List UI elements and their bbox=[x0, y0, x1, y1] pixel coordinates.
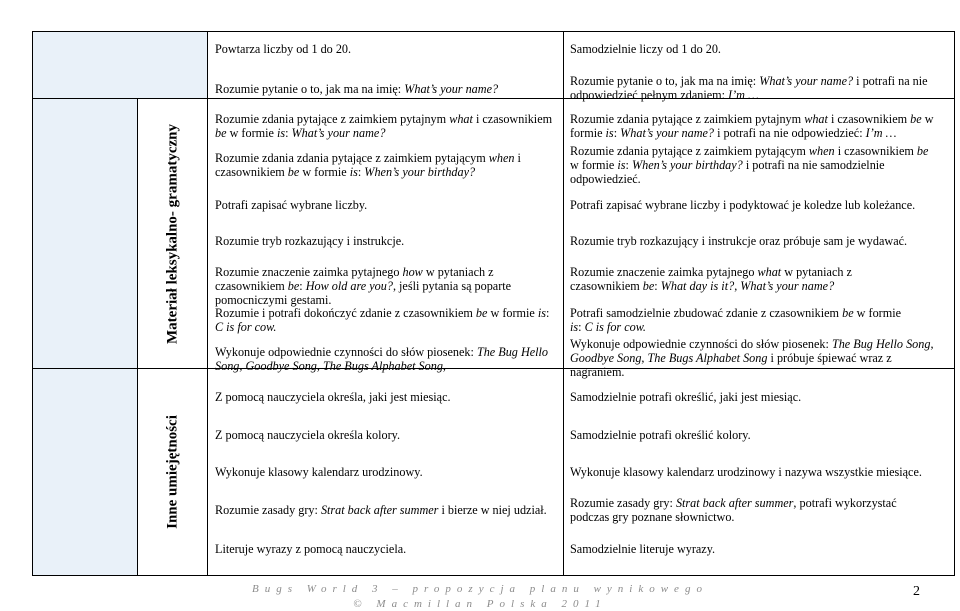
t: I’m … bbox=[865, 126, 897, 140]
t: be bbox=[475, 306, 488, 320]
t: what bbox=[804, 112, 828, 126]
r9-left bbox=[215, 345, 560, 373]
t: w formie bbox=[487, 306, 538, 320]
t: Rozumie pytanie o to, jak ma na imię: bbox=[570, 74, 760, 88]
r8-right bbox=[570, 306, 915, 334]
r10-right: Samodzielnie potrafi określić, jaki jest miesiąc. bbox=[570, 390, 802, 404]
t: is bbox=[570, 320, 579, 334]
t: i próbuje śpiewać wraz z nagraniem. bbox=[570, 351, 892, 379]
t: Rozumie znaczenie zaimka pytajnego bbox=[215, 265, 403, 279]
t: : bbox=[299, 279, 306, 293]
t: Rozumie i potrafi dokończyć zdanie z czasownikiem bbox=[215, 306, 476, 320]
t: The Bug Hello Song, Goodbye Song, The Bugs Alphabet Song bbox=[570, 337, 934, 365]
r10-left: Z pomocą nauczyciela określa, jaki jest miesiąc. bbox=[215, 390, 451, 404]
t: C is for cow. bbox=[584, 320, 646, 334]
r2-left bbox=[215, 82, 560, 96]
t: w formie bbox=[226, 126, 277, 140]
t: when bbox=[808, 144, 835, 158]
r13-left bbox=[215, 503, 560, 517]
section-other-label: Inne umiejętności bbox=[164, 415, 180, 529]
t: I’m … bbox=[728, 88, 759, 102]
section-material bbox=[138, 99, 208, 369]
t: Rozumie zdania pytające z zaimkiem pytajnym bbox=[215, 112, 450, 126]
r4-right bbox=[570, 144, 930, 186]
t: be bbox=[642, 279, 655, 293]
t: Wykonuje odpowiednie czynności do słów piosenek: bbox=[215, 345, 477, 359]
r6-right: Rozumie tryb rozkazujący i instrukcje oraz próbuje sam je wydawać. bbox=[570, 234, 908, 248]
r7-left bbox=[215, 265, 560, 307]
t: : bbox=[285, 126, 292, 140]
t: i czasownikiem bbox=[472, 112, 553, 126]
t: , jeśli pytania są poparte pomocniczymi gestami. bbox=[215, 279, 512, 307]
t: Wykonuje odpowiednie czynności do słów piosenek: bbox=[570, 337, 832, 351]
t: is bbox=[537, 306, 547, 320]
t: What day is it? bbox=[660, 279, 735, 293]
section-other bbox=[138, 369, 208, 576]
r11-right: Samodzielnie potrafi określić kolory. bbox=[570, 428, 751, 442]
t: is bbox=[349, 165, 358, 179]
t: is bbox=[605, 126, 614, 140]
t: When’s your birthday? bbox=[364, 165, 476, 179]
t: i potrafi na nie odpowiedzieć pełnym zdaniem: bbox=[570, 74, 928, 102]
t: What’s your name? bbox=[620, 126, 715, 140]
t: i potrafi na nie samodzielnie odpowiedzieć. bbox=[570, 158, 885, 186]
r2-right bbox=[570, 74, 945, 102]
t: Rozumie zasady gry: bbox=[215, 503, 321, 517]
r14-left: Literuje wyrazy z pomocą nauczyciela. bbox=[215, 542, 407, 556]
footer-title: Bugs World 3 – propozycja planu wynikowego bbox=[252, 583, 708, 595]
t: i czasownikiem bbox=[827, 112, 911, 126]
lead-cell-1 bbox=[33, 99, 138, 369]
r14-right: Samodzielnie literuje wyrazy. bbox=[570, 542, 716, 556]
t: be bbox=[842, 306, 854, 320]
r3-right bbox=[570, 112, 945, 140]
right-column bbox=[570, 0, 950, 611]
r2-left-em: What’s your name? bbox=[404, 82, 499, 96]
t: is bbox=[617, 158, 626, 172]
t: , potrafi wykorzystać podczas gry poznane słownictwo. bbox=[570, 496, 897, 524]
t: Potrafi samodzielnie zbudować zdanie z czasownikiem bbox=[570, 306, 843, 320]
t: , bbox=[734, 279, 741, 293]
t: What’s your name? bbox=[759, 74, 854, 88]
t: What’s your name? bbox=[740, 279, 835, 293]
t: Rozumie zdania pytające z zaimkiem pytającym bbox=[570, 144, 809, 158]
t: w formie bbox=[570, 158, 618, 172]
t: i czasownikiem bbox=[215, 151, 521, 179]
r8-left bbox=[215, 306, 560, 334]
t: is bbox=[276, 126, 286, 140]
r5-left: Potrafi zapisać wybrane liczby. bbox=[215, 198, 368, 212]
section-material-label: Materiał leksykalno- gramatyczny bbox=[164, 123, 180, 344]
t: be bbox=[916, 144, 929, 158]
r1-left: Powtarza liczby od 1 do 20. bbox=[215, 42, 352, 56]
t: How old are you? bbox=[305, 279, 393, 293]
t: i czasownikiem bbox=[834, 144, 917, 158]
t: Strat back after summer bbox=[320, 503, 439, 517]
r9-right bbox=[570, 337, 945, 379]
t: be bbox=[215, 126, 227, 140]
t: What’s your name? bbox=[291, 126, 386, 140]
t: i bierze w niej udział. bbox=[438, 503, 547, 517]
t: how bbox=[402, 265, 423, 279]
t: be bbox=[910, 112, 922, 126]
t: be bbox=[287, 165, 300, 179]
t: w formie bbox=[853, 306, 901, 320]
r6-left: Rozumie tryb rozkazujący i instrukcje. bbox=[215, 234, 405, 248]
t: Rozumie znaczenie zaimka pytajnego bbox=[570, 265, 758, 279]
t: what bbox=[757, 265, 782, 279]
t: w pytaniach z czasownikiem bbox=[215, 265, 494, 293]
t: : bbox=[546, 306, 550, 320]
t: Rozumie zdania pytające z zaimkiem pytajnym bbox=[570, 112, 805, 126]
r4-left bbox=[215, 151, 545, 179]
t: : bbox=[578, 320, 585, 334]
t: : bbox=[625, 158, 632, 172]
t: i potrafi na nie odpowiedzieć: bbox=[714, 126, 866, 140]
t: be bbox=[287, 279, 300, 293]
header-empty-cell bbox=[33, 32, 208, 99]
r2-left-text: Rozumie pytanie o to, jak ma na imię: bbox=[215, 82, 405, 96]
t: when bbox=[488, 151, 515, 165]
t: Rozumie zasady gry: bbox=[570, 496, 676, 510]
t: : bbox=[357, 165, 365, 179]
lead-cell-2 bbox=[33, 369, 138, 576]
t: what bbox=[449, 112, 473, 126]
t: C is for cow. bbox=[215, 320, 277, 334]
t: : bbox=[654, 279, 661, 293]
t: The Bug Hello Song, Goodbye Song, The Bugs Alphabet Song, bbox=[215, 345, 549, 373]
t: When’s your birthday? bbox=[631, 158, 743, 172]
r13-right bbox=[570, 496, 915, 524]
r7-right bbox=[570, 265, 915, 293]
page-number: 2 bbox=[913, 584, 920, 599]
r1-right: Samodzielnie liczy od 1 do 20. bbox=[570, 42, 721, 56]
footer-copyright: © Macmillan Polska 2011 bbox=[353, 598, 607, 610]
r12-left: Wykonuje klasowy kalendarz urodzinowy. bbox=[215, 465, 423, 479]
t: Strat back after summer bbox=[675, 496, 794, 510]
t: w formie bbox=[570, 112, 934, 140]
t: w formie bbox=[299, 165, 350, 179]
r3-left bbox=[215, 112, 560, 140]
left-column bbox=[215, 0, 560, 611]
t: Rozumie zdania zdania pytające z zaimkiem pytającym bbox=[215, 151, 489, 165]
r5-right: Potrafi zapisać wybrane liczby i podyktować je koledze lub koleżance. bbox=[570, 198, 916, 212]
t: w pytaniach z czasownikiem bbox=[570, 265, 852, 293]
r11-left: Z pomocą nauczyciela określa kolory. bbox=[215, 428, 400, 442]
t: : bbox=[613, 126, 621, 140]
r12-right: Wykonuje klasowy kalendarz urodzinowy i nazywa wszystkie miesiące. bbox=[570, 465, 922, 479]
